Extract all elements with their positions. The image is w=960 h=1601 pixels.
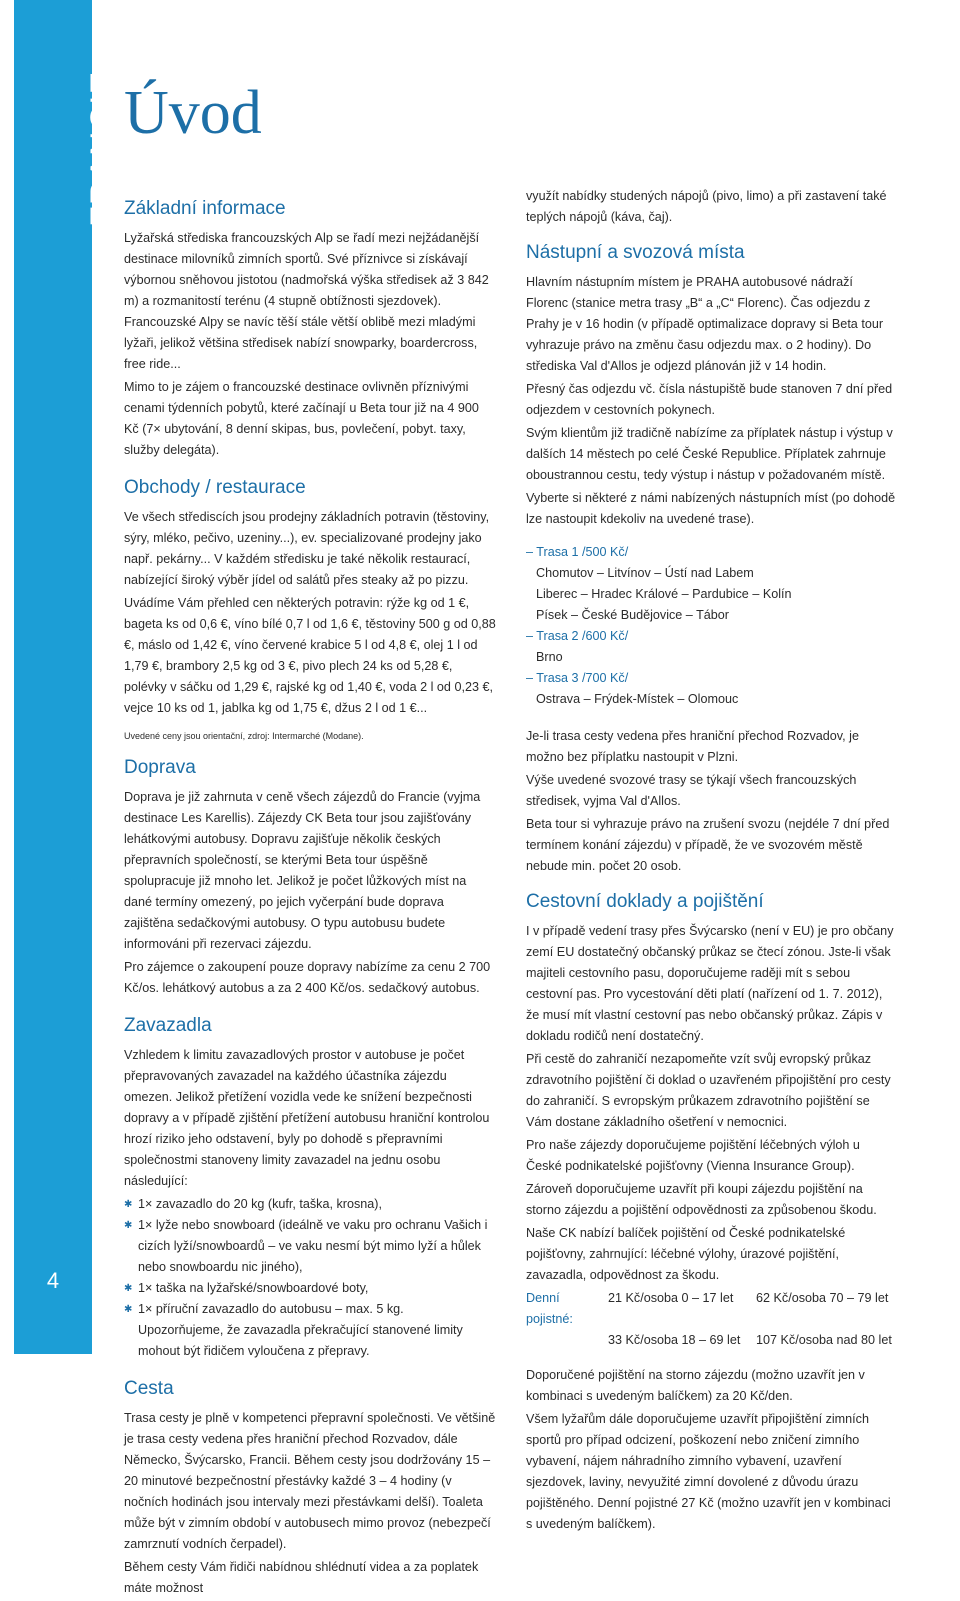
paragraph: Lyžařská střediska francouzských Alp se řadí mezi nejžádanější destinace milovníků zimních sportů. Své příznivce si získávají výbornou sněhovou jistotou (nadmořská výška středisek až 3 842 m) a rozmanitostí terénu (4 stupně obtížnosti sjezdovek). Francouzské Alpy se navíc těší stále větší oblibě mezi mladými lyžaři, jelikož většina středisek nabízí snowparky, boardercross, free ride... <box>124 231 489 371</box>
list-item: ✱ 1× lyže nebo snowboard (ideálně ve vaku pro ochranu Vašich i cizích lyží/snowboardů – ve vaku nesmí být mimo lyží a hůlek nebo snowboardu nic jiného), <box>124 1215 496 1278</box>
paragraph: Vzhledem k limitu zavazadlových prostor v autobuse je počet přepravovaných zavazadel na každého účastníka zájezdu omezen. Jelikož přetížení vozidla vede ke snížení bezpečnosti dopravy a v případě zjištění přetížení autobusu hraniční kontrolou hrozí riziko jeho odstavení, byly po dohodě s přepravními společnostmi stanoveny limity zavazadel na jednu osobu následující: <box>124 1048 490 1188</box>
insurance-cell: 33 Kč/osoba 18 – 69 let <box>608 1333 741 1347</box>
route-stops: Ostrava – Frýdek-Místek – Olomouc <box>536 692 739 706</box>
paragraph: Beta tour si vyhrazuje právo na zrušení svozu (nejdéle 7 dní před termínem konání zájezdu) v případě, že ve svozovém městě nebude min. počet 20 osob. <box>526 817 890 873</box>
paragraph: Přesný čas odjezdu vč. čísla nástupiště bude stanoven 7 dní před odjezdem v cestovních pokynech. <box>526 382 893 417</box>
heading-doprava: Doprava <box>124 757 196 778</box>
paragraph: Hlavním nástupním místem je PRAHA autobusové nádraží Florenc (stanice metra trasy „B“ a „C“ Florenc). Čas odjezdu z Prahy je v 16 hodin (v případě optimalizace dopravy si Beta tour vyhrazuje právo na změnu času odjezdu max. o 2 hodiny). Do střediska Val d'Allos je odjezd plánován již v 14 hodin. <box>526 275 884 373</box>
heading-cesta: Cesta <box>124 1378 174 1399</box>
sidebar <box>14 0 122 1354</box>
heading-nastupni: Nástupní a svozová místa <box>526 242 745 263</box>
paragraph: Doprava je již zahrnuta v ceně všech zájezdů do Francie (vyjma destinace Les Karellis). Zájezdy CK Beta tour jsou zajišťovány lehátkovými autobusy. Dopravu zajišťuje několik českých přepravních společností, se kterými Beta tour úspěšně spolupracuje již mnoho let. Jelikož je počet lůžkových míst na dané termíny omezený, po jejich vyčerpání bude doprava zajištěna sedačkovými autobusy. O typu autobusu budete informováni při rezervaci zájezdu. <box>124 790 481 951</box>
paragraph: Pro zájemce o zakoupení pouze dopravy nabízíme za cenu 2 700 Kč/os. lehátkový autobus a za 2 400 Kč/os. sedačkový autobus. <box>124 960 491 995</box>
paragraph: Naše CK nabízí balíček pojištění od České podnikatelské pojišťovny, zahrnující: léčebné výlohy, úrazové pojištění, zavazadla, odpovědnost za škodu. <box>526 1226 846 1282</box>
paragraph: Doporučené pojištění na storno zájezdu (možno uzavřít jen v kombinaci s uvedeným balíčkem) za 20 Kč/den. <box>526 1368 865 1403</box>
paragraph: I v případě vedení trasy přes Švýcarsko (není v EU) je pro občany zemí EU dostatečný občanský průkaz se čtecí zónou. Jste-li však majiteli cestovního pasu, doporučujeme raději mít s sebou cestovní pas. Pro vycestování děti platí (nařízení od 1. 7. 2012), že musí mít vlastní cestovní pas nebo občanský průkaz. Zápis v dokladu rodičů není dostatečný. <box>526 924 894 1043</box>
price-source-note: Uvedené ceny jsou orientační, zdroj: Intermarché (Modane). <box>124 731 364 741</box>
paragraph: Zároveň doporučujeme uzavřít při koupi zájezdu pojištění na storno zájezdu a pojištění odpovědnosti za způsobenou škodu. <box>526 1182 877 1217</box>
page-number: 4 <box>46 1268 60 1293</box>
insurance-cell: 62 Kč/osoba 70 – 79 let <box>756 1291 889 1305</box>
page-title: Úvod <box>124 79 262 147</box>
paragraph: Trasa cesty je plně v kompetenci přepravní společnosti. Ve většině je trasa cesty vedena přes hraniční přechod Rozvadov, dále Německo, Švýcarsko, Francii. Během cesty jsou dodržovány 15 – 20 minutové bezpečnostní přestávky každé 3 – 4 hodiny (v nočních hodinách jsou intervaly mezi přestávkami delší). Toaleta může být v zimním období v autobusech mimo provoz (nebezpečí zamrznutí vodních čerpadel). <box>124 1411 496 1551</box>
paragraph: Ve všech střediscích jsou prodejny základních potravin (těstoviny, sýry, mléko, pečivo, uzeniny...), ev. specializované prodejny jako např. pekárny... V každém středisku je také několik restaurací, nabízející široký výběr jídel od salátů přes steaky až po pizzu. <box>124 510 490 587</box>
paragraph: Všem lyžařům dále doporučujeme uzavřít připojištění zimních sportů pro případ odcizení, poškození nebo zničení zimního vybavení, nájem náhradního zimního vybavení, uzavření sjezdovek, laviny, nevyužité zimní dovolené z důvodu úrazu pojištěného. Denní pojistné 27 Kč (možno uzavřít jen v kombinaci s uvedeným balíčkem). <box>526 1412 891 1531</box>
heading-zavazadla: Zavazadla <box>124 1015 212 1036</box>
insurance-spacer <box>526 1330 608 1351</box>
paragraph: Mimo to je zájem o francouzské destinace ovlivněn příznivými cenami týdenních pobytů, které začínají u Beta tour již na 4 900 Kč (7× ubytování, 8 denní skipas, bus, povlečení, pobyt. taxy, služby delegáta). <box>124 380 479 457</box>
sidebar-country-label <box>20 12 122 232</box>
list-item: ✱ 1× zavazadlo do 20 kg (kufr, taška, krosna), <box>124 1194 496 1215</box>
paragraph: Výše uvedené svozové trasy se týkají všech francouzských středisek, vyjma Val d'Allos. <box>526 773 857 808</box>
heading-doklady: Cestovní doklady a pojištění <box>526 891 764 912</box>
insurance-table <box>526 1288 898 1351</box>
route-stops: Chomutov – Litvínov – Ústí nad Labem <box>536 566 754 580</box>
route-stops: Liberec – Hradec Králové – Pardubice – Kolín <box>536 587 792 601</box>
list-item: ✱ 1× příruční zavazadlo do autobusu – max. 5 kg. <box>124 1299 496 1320</box>
paragraph: Upozorňujeme, že zavazadla překračující stanovené limity mohout být řidičem vyloučena z přepravy. <box>138 1323 463 1358</box>
route-heading: – Trasa 1 /500 Kč/ <box>526 545 629 559</box>
route-heading: – Trasa 2 /600 Kč/ <box>526 629 629 643</box>
paragraph: Svým klientům již tradičně nabízíme za příplatek nástup i výstup v dalších 14 městech po celé České Republice. Příplatek zahrnuje oboustrannou cestu, tedy výstup i nástup v požadovaném místě. <box>526 426 893 482</box>
insurance-cell: 107 Kč/osoba nad 80 let <box>756 1333 892 1347</box>
paragraph: Během cesty Vám řidiči nabídnou shlédnutí videa a za poplatek máte možnost <box>124 1560 479 1595</box>
paragraph: Je-li trasa cesty vedena přes hraniční přechod Rozvadov, je možno bez příplatku nastoupit v Plzni. <box>526 729 859 764</box>
insurance-cell: 21 Kč/osoba 0 – 17 let <box>608 1291 734 1305</box>
country-text: FRANCIE <box>84 70 122 227</box>
luggage-list <box>124 1194 496 1320</box>
list-item: ✱ 1× taška na lyžařské/snowboardové boty, <box>124 1278 496 1299</box>
insurance-label: Denní pojistné: <box>526 1291 573 1326</box>
paragraph: Pro naše zájezdy doporučujeme pojištění léčebných výloh u České podnikatelské pojišťovny (Vienna Insurance Group). <box>526 1138 860 1173</box>
route-stops: Brno <box>536 650 563 664</box>
paragraph: využít nabídky studených nápojů (pivo, limo) a při zastavení také teplých nápojů (káva, čaj). <box>526 189 887 224</box>
route-stops: Písek – České Budějovice – Tábor <box>536 608 729 622</box>
left-column <box>124 186 496 1601</box>
right-column <box>526 186 898 1537</box>
heading-zakladni: Základní informace <box>124 198 286 219</box>
paragraph: Uvádíme Vám přehled cen některých potravin: rýže kg od 1 €, bageta ks od 0,6 €, víno bílé 0,7 l od 1,6 €, těstoviny 500 g od 0,88 €, máslo od 1,42 €, víno červené krabice 5 l od 4,8 €, olej 1 l od 1,79 €, brambory 2,5 kg od 3 €, pivo plech 24 ks od 5,28 €, polévky v sáčku od 1,29 €, rajské kg od 1,40 €, voda 2 l od 0,23 €, vejce 10 ks od 1, jablka kg od 1,75 €, džus 2 l od 1 €... <box>124 596 496 715</box>
paragraph: Vyberte si některé z námi nabízených nástupních míst (po dohodě lze nastoupit kdekoliv na uvedené trase). <box>526 491 896 526</box>
heading-obchody: Obchody / restaurace <box>124 477 306 498</box>
paragraph: Při cestě do zahraničí nezapomeňte vzít svůj evropský průkaz zdravotního pojištění či doklad o uzavřeném připojištění pro cesty do zahraničí. S evropským průkazem zdravotního pojištění se Vám dostane základního ošetření v nemocnici. <box>526 1052 891 1129</box>
route-list <box>526 542 898 710</box>
route-heading: – Trasa 3 /700 Kč/ <box>526 671 629 685</box>
